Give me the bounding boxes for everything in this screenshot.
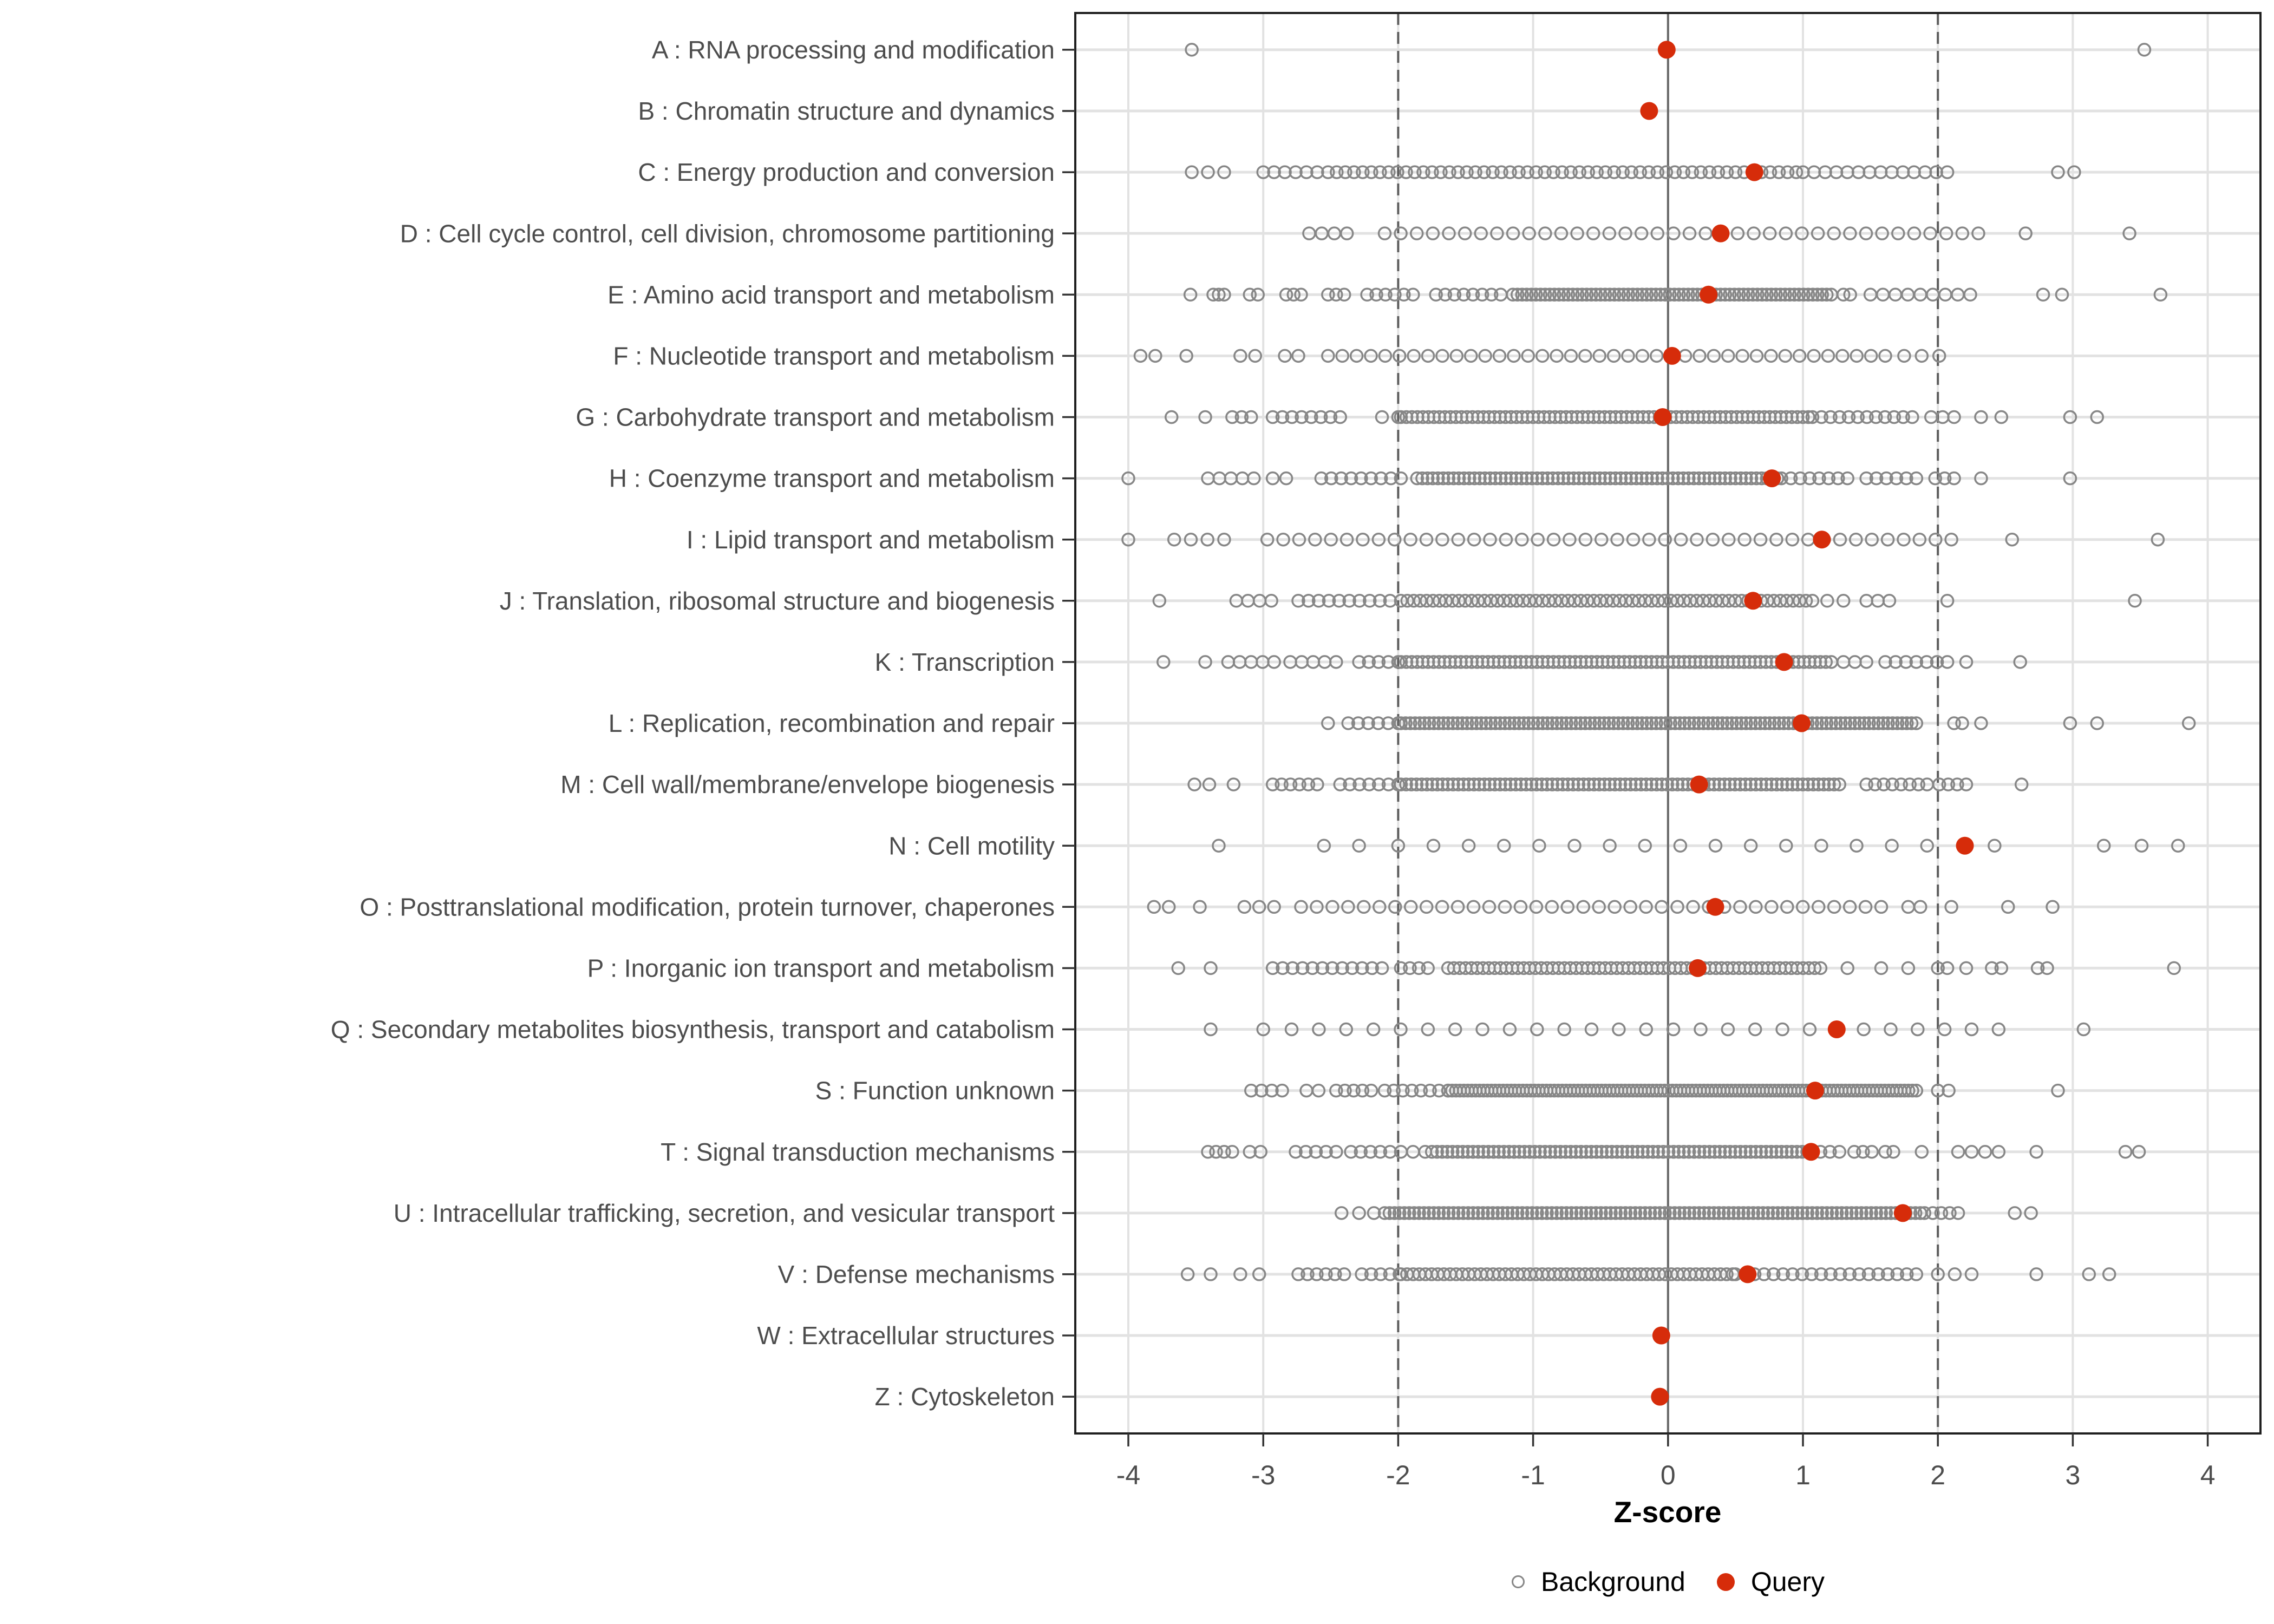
query-point-P [1689,959,1707,977]
x-axis-title: Z-score [1613,1495,1722,1529]
category-label-H: H : Coenzyme transport and metabolism [609,464,1055,493]
x-tick-label--1: -1 [1521,1460,1545,1490]
category-label-U: U : Intracellular trafficking, secretion, and vesicular transport [393,1199,1055,1227]
category-label-L: L : Replication, recombination and repair [608,709,1055,738]
x-tick-label--2: -2 [1386,1460,1410,1490]
query-point-W [1652,1327,1670,1345]
legend-item-background [1512,1566,1685,1597]
query-point-U [1894,1204,1912,1222]
x-tick-label-0: 0 [1660,1460,1676,1490]
category-label-S: S : Function unknown [815,1076,1055,1105]
x-tick-label--4: -4 [1116,1460,1141,1490]
category-label-T: T : Signal transduction mechanisms [661,1137,1055,1166]
category-label-F: F : Nucleotide transport and metabolism [613,342,1055,370]
category-label-Q: Q : Secondary metabolites biosynthesis, transport and catabolism [330,1015,1055,1044]
query-point-J [1744,592,1762,610]
category-label-A: A : RNA processing and modification [651,35,1055,64]
query-point-I [1813,531,1831,548]
query-point-T [1802,1143,1820,1161]
query-point-A [1658,41,1676,58]
x-tick-label-4: 4 [2200,1460,2216,1490]
category-label-N: N : Cell motility [888,831,1055,860]
query-point-K [1775,653,1793,671]
query-point-D [1711,225,1729,243]
category-label-W: W : Extracellular structures [757,1321,1055,1350]
category-label-K: K : Transcription [874,647,1055,676]
query-point-B [1640,102,1658,120]
x-tick-label-1: 1 [1795,1460,1811,1490]
query-point-F [1663,347,1681,365]
legend-background-label: Background [1540,1567,1685,1597]
x-tick-label-3: 3 [2065,1460,2081,1490]
y-axis-labels [331,36,1055,1411]
legend-query-label: Query [1750,1567,1825,1597]
background-open-circle-icon [1512,1575,1525,1588]
y-axis-ticks [1062,50,1075,1397]
category-label-B: B : Chromatin structure and dynamics [638,97,1055,126]
query-point-M [1690,776,1708,794]
query-point-S [1806,1082,1824,1099]
category-label-V: V : Defense mechanisms [777,1260,1055,1289]
query-point-Q [1828,1020,1846,1038]
query-point-V [1739,1265,1756,1283]
legend [1075,1555,2261,1609]
category-label-P: P : Inorganic ion transport and metabolism [587,954,1055,983]
x-tick-label-2: 2 [1930,1460,1946,1490]
query-point-N [1956,837,1974,855]
legend-item-query [1717,1566,1825,1597]
query-point-G [1654,408,1671,426]
query-point-O [1707,898,1724,916]
category-label-I: I : Lipid transport and metabolism [686,525,1055,554]
category-label-C: C : Energy production and conversion [638,158,1055,187]
category-label-E: E : Amino acid transport and metabolism [607,280,1055,309]
category-label-M: M : Cell wall/membrane/envelope biogenesis [560,770,1055,799]
query-point-H [1763,469,1781,487]
query-point-Z [1651,1388,1669,1406]
category-label-G: G : Carbohydrate transport and metabolism [576,403,1055,431]
category-label-D: D : Cell cycle control, cell division, chromosome partitioning [400,219,1055,248]
query-point-L [1793,715,1811,732]
category-label-Z: Z : Cytoskeleton [874,1383,1055,1411]
x-axis-ticks [1128,1433,2208,1446]
query-point-E [1700,286,1717,304]
query-point-C [1746,163,1763,181]
x-tick-label--3: -3 [1251,1460,1276,1490]
category-label-O: O : Posttranslational modification, protein turnover, chaperones [360,893,1055,921]
query-filled-circle-icon [1717,1573,1735,1591]
x-axis-tick-labels [1116,1460,2216,1490]
category-label-J: J : Translation, ribosomal structure and biogenesis [499,586,1055,615]
